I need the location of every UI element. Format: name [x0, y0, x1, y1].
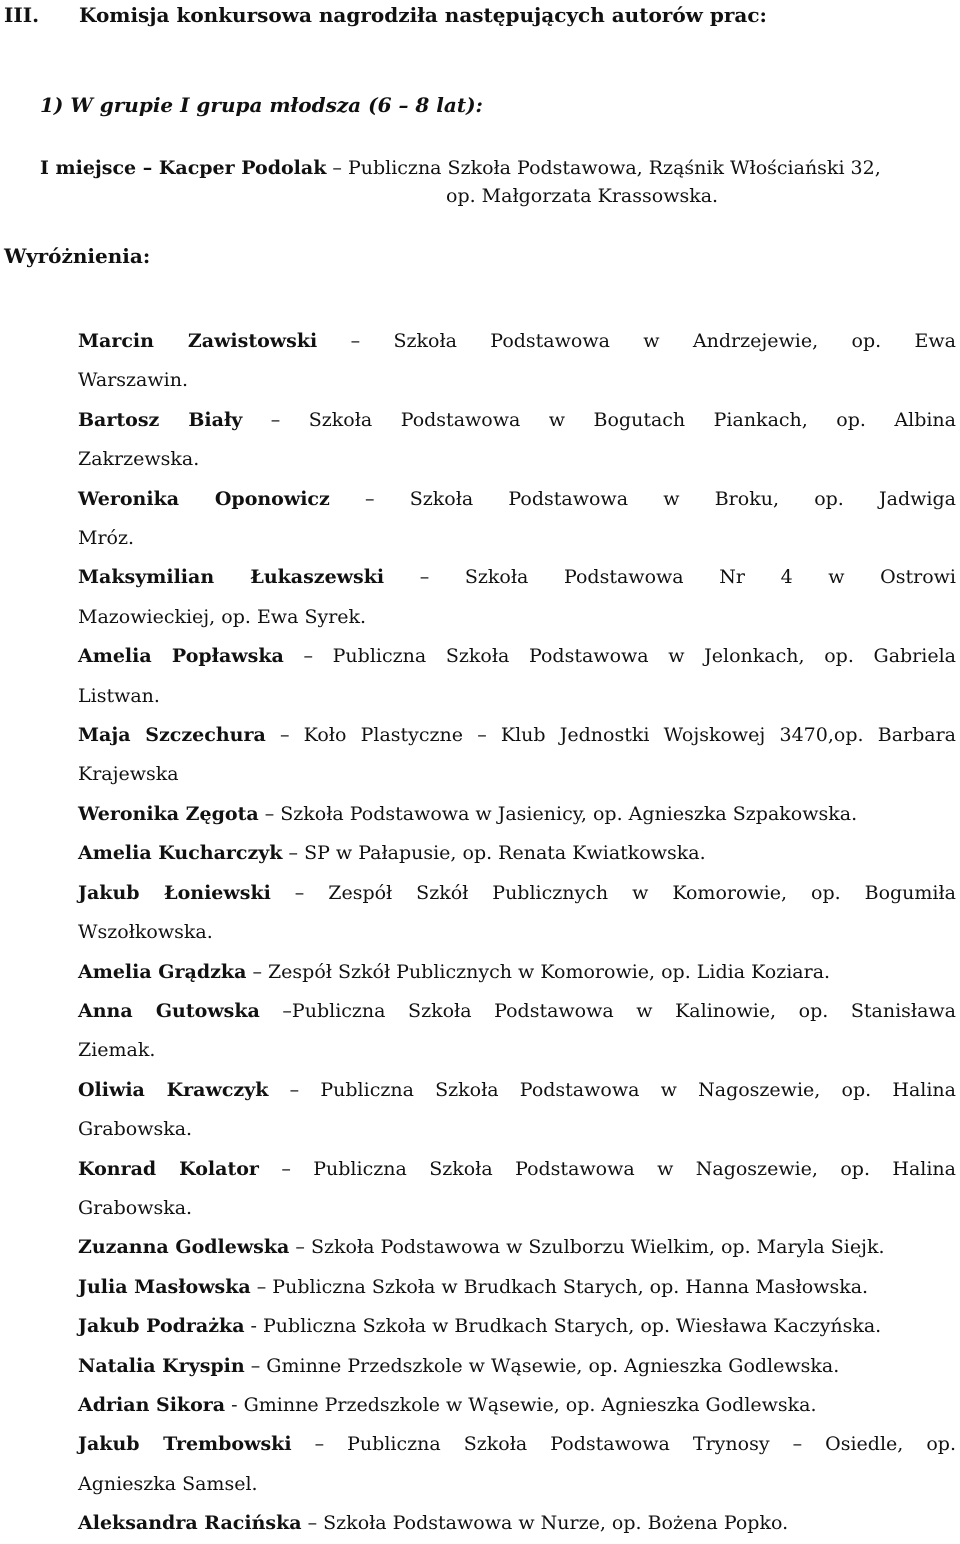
entry-first-line — [78, 874, 956, 913]
entry-continuation: Krajewska — [78, 763, 179, 786]
entry-name: Weronika Zęgota — [78, 802, 259, 825]
entry-continuation: Mróz. — [78, 527, 135, 550]
first-place-label: I miejsce – Kacper Podolak — [40, 157, 327, 179]
entry-first-line — [78, 637, 956, 676]
entry-name: Oliwia Krawczyk — [78, 1078, 269, 1101]
entry-first-line — [78, 480, 956, 519]
entry-name: Maja Szczechura — [78, 724, 266, 747]
entry-first-line — [78, 1512, 788, 1534]
entry-continuation: Listwan. — [78, 684, 160, 707]
distinction-entry — [78, 716, 956, 795]
entry-first-line — [78, 842, 706, 864]
distinction-entry — [78, 1268, 956, 1307]
first-place-continuation: op. Małgorzata Krassowska. — [446, 185, 719, 207]
entry-name: Amelia Kucharczyk — [78, 842, 283, 865]
entry-name: Weronika Oponowicz — [78, 487, 330, 510]
entry-details: – Szkoła Podstawowa w Broku, op. Jadwiga — [329, 487, 956, 510]
entry-details: –Publiczna Szkoła Podstawowa w Kalinowie, op. Stanisława — [259, 999, 956, 1022]
entry-continuation: Zakrzewska. — [78, 448, 200, 471]
entry-details: – Szkoła Podstawowa w Andrzejewie, op. Ewa — [317, 330, 956, 352]
entry-first-line — [78, 558, 956, 597]
entry-continuation: Grabowska. — [78, 1118, 193, 1141]
entry-continuation: Warszawin. — [78, 369, 188, 392]
distinction-entry — [78, 1150, 956, 1229]
distinction-entry — [78, 953, 956, 992]
entry-first-line — [78, 1425, 956, 1464]
section-title: Komisja konkursowa nagrodziła następujących autorów prac: — [79, 3, 767, 27]
distinction-entry — [78, 874, 956, 953]
distinction-entry — [78, 834, 956, 873]
distinction-entry — [78, 1228, 956, 1267]
entry-name: Jakub Podrażka — [78, 1315, 245, 1338]
entry-first-line — [78, 1394, 817, 1416]
entry-continuation: Agnieszka Samsel. — [78, 1472, 258, 1495]
entry-first-line — [78, 1355, 839, 1377]
entry-first-line — [78, 401, 956, 440]
entry-first-line — [78, 1276, 868, 1298]
entry-name: Natalia Kryspin — [78, 1354, 245, 1377]
distinction-entry — [78, 1386, 956, 1425]
entry-details: – Publiczna Szkoła Podstawowa w Jelonkach, op. Gabriela — [283, 645, 956, 668]
entry-first-line — [78, 322, 956, 361]
distinction-entry — [78, 992, 956, 1071]
entry-name: Jakub Łoniewski — [78, 881, 271, 904]
entry-first-line — [78, 1236, 885, 1258]
entry-details: – Szkoła Podstawowa Nr 4 w Ostrowi — [384, 566, 957, 589]
entry-continuation: Mazowieckiej, op. Ewa Syrek. — [78, 605, 367, 628]
section-number: III. — [4, 3, 40, 27]
distinction-entry — [78, 795, 956, 834]
distinction-entry — [78, 637, 956, 716]
entry-details: – Szkoła Podstawowa w Jasienicy, op. Agnieszka Szpakowska. — [258, 802, 858, 825]
entry-details: – Zespół Szkół Publicznych w Komorowie, op. Bogumiła — [270, 881, 956, 904]
entry-details: – Publiczna Szkoła w Brudkach Starych, op. Hanna Masłowska. — [250, 1275, 869, 1298]
distinction-entry — [78, 1307, 956, 1346]
entry-name: Konrad Kolator — [78, 1157, 259, 1180]
distinction-entry — [78, 1347, 956, 1386]
entry-details: – Szkoła Podstawowa w Nurze, op. Bożena Popko. — [301, 1512, 789, 1535]
distinction-entry — [78, 480, 956, 559]
entry-first-line — [78, 961, 830, 983]
entry-name: Amelia Popławska — [78, 645, 284, 668]
entry-name: Zuzanna Godlewska — [78, 1236, 290, 1259]
entry-name: Jakub Trembowski — [78, 1433, 292, 1456]
entry-continuation: Grabowska. — [78, 1196, 193, 1219]
distinction-entry — [78, 1504, 956, 1543]
distinction-entry — [78, 558, 956, 637]
entry-name: Aleksandra Racińska — [78, 1512, 302, 1535]
entry-first-line — [78, 803, 857, 825]
entry-name: Marcin Zawistowski — [78, 330, 318, 352]
entry-details: – SP w Pałapusie, op. Renata Kwiatkowska. — [282, 842, 706, 865]
entry-details: - Publiczna Szkoła w Brudkach Starych, op. Wiesława Kaczyńska. — [244, 1315, 882, 1338]
entry-name: Bartosz Biały — [78, 408, 243, 431]
entry-details: – Szkoła Podstawowa w Bogutach Piankach, op. Albina — [242, 408, 956, 431]
entry-details: – Zespół Szkół Publicznych w Komorowie, op. Lidia Koziara. — [246, 960, 831, 983]
entry-first-line — [78, 1150, 956, 1189]
entry-details: – Publiczna Szkoła Podstawowa Trynosy – Osiedle, op. — [291, 1433, 957, 1456]
entry-name: Anna Gutowska — [78, 999, 260, 1022]
entry-first-line — [78, 1315, 881, 1337]
entry-name: Julia Masłowska — [78, 1275, 251, 1298]
entry-details: – Publiczna Szkoła Podstawowa w Nagoszewie, op. Halina — [258, 1157, 956, 1180]
entry-details: – Koło Plastyczne – Klub Jednostki Wojskowej 3470,op. Barbara — [265, 724, 957, 747]
distinction-entry — [78, 1425, 956, 1504]
distinction-entry — [78, 1071, 956, 1150]
entry-first-line — [78, 992, 956, 1031]
entry-continuation: Wszołkowska. — [78, 921, 213, 944]
entry-name: Amelia Grądzka — [78, 960, 247, 983]
distinctions-list — [78, 322, 956, 1544]
entry-details: – Szkoła Podstawowa w Szulborzu Wielkim, op. Maryla Siejk. — [289, 1236, 885, 1259]
entry-name: Adrian Sikora — [78, 1393, 226, 1416]
distinction-entry — [78, 401, 956, 480]
entry-name: Maksymilian Łukaszewski — [78, 566, 385, 589]
group-heading: 1) W grupie I grupa młodsza (6 – 8 lat): — [40, 93, 483, 117]
distinctions-heading: Wyróżnienia: — [4, 244, 151, 268]
first-place-entry — [40, 155, 952, 207]
entry-continuation: Ziemak. — [78, 1039, 156, 1062]
entry-details: - Gminne Przedszkole w Wąsewie, op. Agnieszka Godlewska. — [225, 1393, 817, 1416]
entry-first-line — [78, 716, 956, 755]
entry-details: – Gminne Przedszkole w Wąsewie, op. Agnieszka Godlewska. — [244, 1354, 840, 1377]
section-heading — [4, 2, 767, 28]
distinction-entry — [78, 322, 956, 401]
entry-first-line — [78, 1071, 956, 1110]
first-place-text: – Publiczna Szkoła Podstawowa, Rząśnik Włościański 32, — [326, 157, 881, 179]
entry-details: – Publiczna Szkoła Podstawowa w Nagoszewie, op. Halina — [268, 1078, 956, 1101]
